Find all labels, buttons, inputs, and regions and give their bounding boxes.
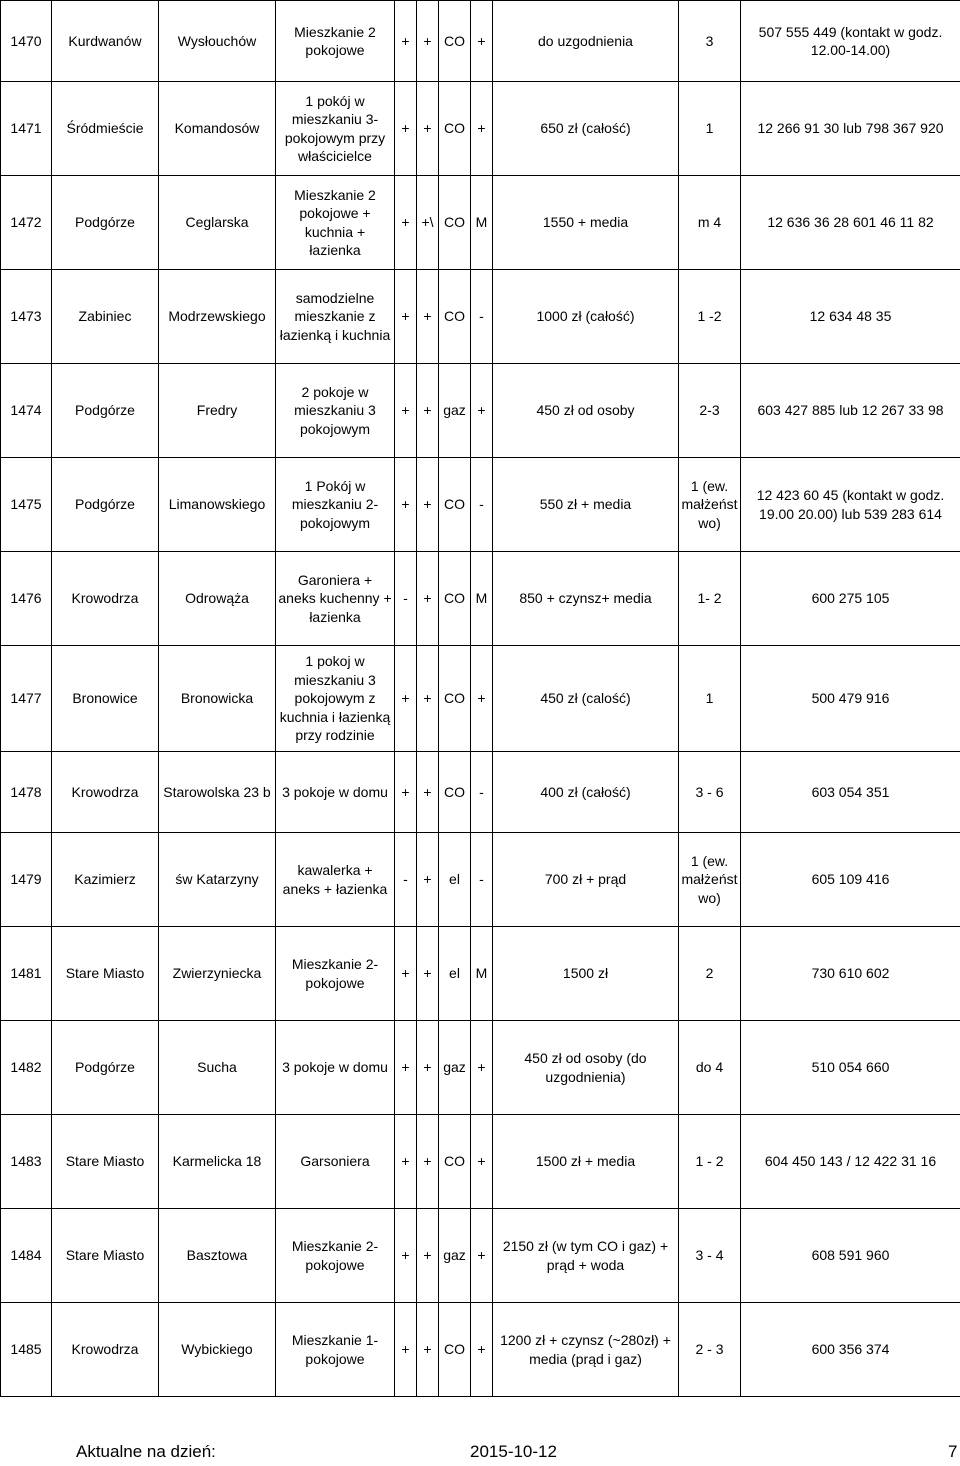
contact-cell: 12 636 36 28 601 46 11 82 xyxy=(741,176,960,270)
street-cell: Ceglarska xyxy=(159,176,276,270)
flag-2-cell: + xyxy=(417,1,439,82)
heating-cell: CO xyxy=(439,646,471,752)
listing-number-cell: 1482 xyxy=(1,1021,52,1115)
table-row xyxy=(1,458,960,552)
description-cell: 1 Pokój w mieszkaniu 2-pokojowym xyxy=(276,458,395,552)
street-cell: Modrzewskiego xyxy=(159,270,276,364)
contact-cell: 12 634 48 35 xyxy=(741,270,960,364)
district-cell: Bronowice xyxy=(52,646,159,752)
persons-cell: m 4 xyxy=(679,176,741,270)
heating-cell: CO xyxy=(439,82,471,176)
flag-3-cell: + xyxy=(471,1,493,82)
heating-cell: gaz xyxy=(439,1021,471,1115)
district-cell: Śródmieście xyxy=(52,82,159,176)
flag-1-cell: - xyxy=(395,833,417,927)
flag-3-cell: M xyxy=(471,176,493,270)
price-cell: 450 zł od osoby xyxy=(493,364,679,458)
flag-1-cell: + xyxy=(395,1021,417,1115)
price-cell: 400 zł (całość) xyxy=(493,752,679,833)
flag-2-cell: + xyxy=(417,1021,439,1115)
street-cell: Sucha xyxy=(159,1021,276,1115)
listing-number-cell: 1485 xyxy=(1,1303,52,1397)
flag-3-cell: + xyxy=(471,1021,493,1115)
street-cell: Starowolska 23 b xyxy=(159,752,276,833)
persons-cell: 1 (ew. małżeńst wo) xyxy=(679,833,741,927)
contact-cell: 730 610 602 xyxy=(741,927,960,1021)
contact-cell: 600 275 105 xyxy=(741,552,960,646)
listing-number-cell: 1474 xyxy=(1,364,52,458)
page-footer xyxy=(0,1436,960,1466)
listing-number-cell: 1481 xyxy=(1,927,52,1021)
flag-3-cell: + xyxy=(471,82,493,176)
flag-1-cell: + xyxy=(395,82,417,176)
district-cell: Krowodrza xyxy=(52,552,159,646)
listing-number-cell: 1470 xyxy=(1,1,52,82)
flag-1-cell: + xyxy=(395,1303,417,1397)
contact-cell: 603 427 885 lub 12 267 33 98 xyxy=(741,364,960,458)
district-cell: Krowodrza xyxy=(52,1303,159,1397)
flag-1-cell: + xyxy=(395,176,417,270)
description-cell: 3 pokoje w domu xyxy=(276,752,395,833)
persons-cell: 2-3 xyxy=(679,364,741,458)
table-row xyxy=(1,1021,960,1115)
flag-1-cell: + xyxy=(395,752,417,833)
flag-1-cell: + xyxy=(395,458,417,552)
contact-cell: 507 555 449 (kontakt w godz. 12.00-14.00) xyxy=(741,1,960,82)
flag-2-cell: + xyxy=(417,82,439,176)
flag-3-cell: - xyxy=(471,833,493,927)
persons-cell: 3 xyxy=(679,1,741,82)
listing-number-cell: 1471 xyxy=(1,82,52,176)
heating-cell: CO xyxy=(439,1,471,82)
table-row xyxy=(1,1115,960,1209)
table-row xyxy=(1,752,960,833)
contact-cell: 600 356 374 xyxy=(741,1303,960,1397)
flag-1-cell: + xyxy=(395,1,417,82)
table-row xyxy=(1,364,960,458)
heating-cell: el xyxy=(439,927,471,1021)
description-cell: Mieszkanie 1-pokojowe xyxy=(276,1303,395,1397)
flag-2-cell: + xyxy=(417,552,439,646)
price-cell: 450 zł (calość) xyxy=(493,646,679,752)
district-cell: Kazimierz xyxy=(52,833,159,927)
price-cell: 550 zł + media xyxy=(493,458,679,552)
listing-number-cell: 1484 xyxy=(1,1209,52,1303)
district-cell: Kurdwanów xyxy=(52,1,159,82)
page-number: 7 xyxy=(948,1442,958,1461)
listing-number-cell: 1476 xyxy=(1,552,52,646)
description-cell: 2 pokoje w mieszkaniu 3 pokojowym xyxy=(276,364,395,458)
persons-cell: 2 - 3 xyxy=(679,1303,741,1397)
flag-2-cell: + xyxy=(417,364,439,458)
district-cell: Podgórze xyxy=(52,458,159,552)
flag-1-cell: + xyxy=(395,1209,417,1303)
street-cell: Bronowicka xyxy=(159,646,276,752)
flag-3-cell: M xyxy=(471,552,493,646)
flag-2-cell: + xyxy=(417,1209,439,1303)
street-cell: Odrowąża xyxy=(159,552,276,646)
flag-3-cell: + xyxy=(471,1303,493,1397)
contact-cell: 500 479 916 xyxy=(741,646,960,752)
contact-cell: 605 109 416 xyxy=(741,833,960,927)
district-cell: Podgórze xyxy=(52,1021,159,1115)
price-cell: 1200 zł + czynsz (~280zł) + media (prąd i gaz) xyxy=(493,1303,679,1397)
flag-1-cell: + xyxy=(395,927,417,1021)
flag-2-cell: + xyxy=(417,1115,439,1209)
street-cell: Komandosów xyxy=(159,82,276,176)
persons-cell: 1 xyxy=(679,82,741,176)
description-cell: 3 pokoje w domu xyxy=(276,1021,395,1115)
listing-number-cell: 1477 xyxy=(1,646,52,752)
flag-2-cell: + xyxy=(417,927,439,1021)
table-row xyxy=(1,82,960,176)
table-row xyxy=(1,646,960,752)
street-cell: Wysłouchów xyxy=(159,1,276,82)
listing-number-cell: 1472 xyxy=(1,176,52,270)
description-cell: 1 pokój w mieszkaniu 3-pokojowym przy właścicielce xyxy=(276,82,395,176)
price-cell: 1500 zł + media xyxy=(493,1115,679,1209)
district-cell: Krowodrza xyxy=(52,752,159,833)
persons-cell: 1- 2 xyxy=(679,552,741,646)
price-cell: do uzgodnienia xyxy=(493,1,679,82)
description-cell: Mieszkanie 2 pokojowe + kuchnia + łazienka xyxy=(276,176,395,270)
persons-cell: 1 xyxy=(679,646,741,752)
street-cell: Karmelicka 18 xyxy=(159,1115,276,1209)
flag-2-cell: + xyxy=(417,1303,439,1397)
description-cell: Mieszkanie 2 pokojowe xyxy=(276,1,395,82)
listing-number-cell: 1483 xyxy=(1,1115,52,1209)
listing-number-cell: 1478 xyxy=(1,752,52,833)
heating-cell: gaz xyxy=(439,1209,471,1303)
flag-2-cell: + xyxy=(417,646,439,752)
price-cell: 850 + czynsz+ media xyxy=(493,552,679,646)
price-cell: 2150 zł (w tym CO i gaz) + prąd + woda xyxy=(493,1209,679,1303)
flag-1-cell: + xyxy=(395,646,417,752)
flag-2-cell: + xyxy=(417,270,439,364)
flag-2-cell: +\ xyxy=(417,176,439,270)
heating-cell: gaz xyxy=(439,364,471,458)
contact-cell: 608 591 960 xyxy=(741,1209,960,1303)
flag-3-cell: + xyxy=(471,1209,493,1303)
flag-1-cell: + xyxy=(395,364,417,458)
description-cell: Mieszkanie 2-pokojowe xyxy=(276,927,395,1021)
street-cell: św Katarzyny xyxy=(159,833,276,927)
flag-1-cell: - xyxy=(395,552,417,646)
description-cell: Garsoniera xyxy=(276,1115,395,1209)
persons-cell: 1 -2 xyxy=(679,270,741,364)
heating-cell: el xyxy=(439,833,471,927)
flag-2-cell: + xyxy=(417,833,439,927)
footer-date: 2015-10-12 xyxy=(470,1442,557,1461)
street-cell: Zwierzyniecka xyxy=(159,927,276,1021)
persons-cell: do 4 xyxy=(679,1021,741,1115)
heating-cell: CO xyxy=(439,176,471,270)
contact-cell: 12 423 60 45 (kontakt w godz. 19.00 20.00) lub 539 283 614 xyxy=(741,458,960,552)
street-cell: Limanowskiego xyxy=(159,458,276,552)
flag-3-cell: M xyxy=(471,927,493,1021)
persons-cell: 1 (ew. małżeńst wo) xyxy=(679,458,741,552)
price-cell: 1000 zł (całość) xyxy=(493,270,679,364)
price-cell: 1550 + media xyxy=(493,176,679,270)
table-row xyxy=(1,270,960,364)
district-cell: Stare Miasto xyxy=(52,1115,159,1209)
description-cell: 1 pokoj w mieszkaniu 3 pokojowym z kuchnia i łazienką przy rodzinie xyxy=(276,646,395,752)
district-cell: Podgórze xyxy=(52,364,159,458)
table-row xyxy=(1,1,960,82)
flag-3-cell: - xyxy=(471,752,493,833)
heating-cell: CO xyxy=(439,1303,471,1397)
district-cell: Stare Miasto xyxy=(52,927,159,1021)
persons-cell: 3 - 4 xyxy=(679,1209,741,1303)
table-row xyxy=(1,1303,960,1397)
persons-cell: 1 - 2 xyxy=(679,1115,741,1209)
contact-cell: 604 450 143 / 12 422 31 16 xyxy=(741,1115,960,1209)
price-cell: 450 zł od osoby (do uzgodnienia) xyxy=(493,1021,679,1115)
persons-cell: 3 - 6 xyxy=(679,752,741,833)
persons-cell: 2 xyxy=(679,927,741,1021)
price-cell: 650 zł (całość) xyxy=(493,82,679,176)
flag-3-cell: + xyxy=(471,1115,493,1209)
district-cell: Zabiniec xyxy=(52,270,159,364)
listing-number-cell: 1479 xyxy=(1,833,52,927)
flag-1-cell: + xyxy=(395,270,417,364)
street-cell: Wybickiego xyxy=(159,1303,276,1397)
listing-number-cell: 1475 xyxy=(1,458,52,552)
district-cell: Stare Miasto xyxy=(52,1209,159,1303)
description-cell: samodzielne mieszkanie z łazienką i kuchnia xyxy=(276,270,395,364)
flag-3-cell: + xyxy=(471,646,493,752)
price-cell: 1500 zł xyxy=(493,927,679,1021)
street-cell: Fredry xyxy=(159,364,276,458)
listing-number-cell: 1473 xyxy=(1,270,52,364)
table-row xyxy=(1,552,960,646)
heating-cell: CO xyxy=(439,552,471,646)
table-row xyxy=(1,927,960,1021)
description-cell: Garoniera + aneks kuchenny + łazienka xyxy=(276,552,395,646)
table-row xyxy=(1,833,960,927)
street-cell: Basztowa xyxy=(159,1209,276,1303)
table-row xyxy=(1,1209,960,1303)
description-cell: Mieszkanie 2-pokojowe xyxy=(276,1209,395,1303)
flag-2-cell: + xyxy=(417,458,439,552)
description-cell: kawalerka + aneks + łazienka xyxy=(276,833,395,927)
contact-cell: 510 054 660 xyxy=(741,1021,960,1115)
flag-2-cell: + xyxy=(417,752,439,833)
heating-cell: CO xyxy=(439,270,471,364)
heating-cell: CO xyxy=(439,458,471,552)
footer-label: Aktualne na dzień: xyxy=(76,1442,216,1461)
heating-cell: CO xyxy=(439,752,471,833)
flag-1-cell: + xyxy=(395,1115,417,1209)
flag-3-cell: - xyxy=(471,270,493,364)
flag-3-cell: - xyxy=(471,458,493,552)
district-cell: Podgórze xyxy=(52,176,159,270)
contact-cell: 603 054 351 xyxy=(741,752,960,833)
contact-cell: 12 266 91 30 lub 798 367 920 xyxy=(741,82,960,176)
table-row xyxy=(1,176,960,270)
price-cell: 700 zł + prąd xyxy=(493,833,679,927)
flag-3-cell: + xyxy=(471,364,493,458)
heating-cell: CO xyxy=(439,1115,471,1209)
